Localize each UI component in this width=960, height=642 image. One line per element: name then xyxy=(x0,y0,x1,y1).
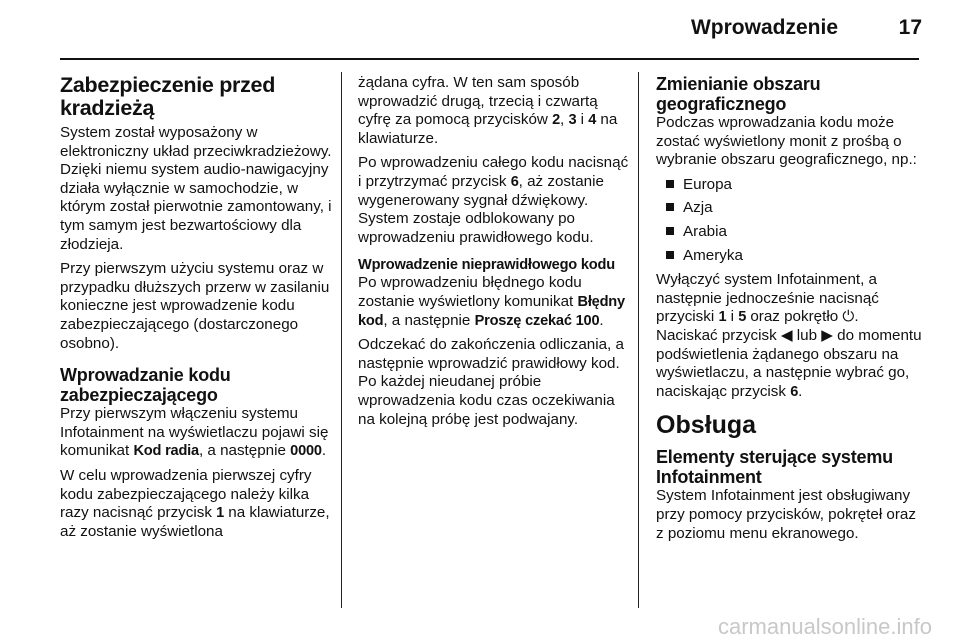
text: Przy pierwszym włączeniu systemu Infotainment na wyświetlaczu pojawi się komunikat xyxy=(60,405,329,460)
text: i xyxy=(726,308,739,326)
button-ref: 1 xyxy=(216,505,225,522)
display-message: Proszę czekać 100 xyxy=(474,312,600,329)
section-title-code-entry: Wprowadzanie kodu zabezpieczającego xyxy=(60,365,231,406)
section-title-geo-area: Zmienianie obszaru geograficznego xyxy=(656,74,821,114)
button-ref: 5 xyxy=(738,309,747,326)
paragraph xyxy=(358,274,630,330)
text: Po wprowadzeniu całego kodu nacisnąć i przytrzymać przycisk xyxy=(358,154,629,190)
display-message: Błędny kod xyxy=(358,293,625,329)
paragraph: Odczekać do zakończenia odliczania, a następnie wprowadzić prawidłowy kod. Po każdej nieudanej próbie wprowadzenia kodu czas oczekiwania na kolejną próbę jest podwajany. xyxy=(358,336,624,428)
button-ref: 3 xyxy=(568,112,577,129)
region-name: Ameryka xyxy=(683,246,743,264)
section-title-controls: Elementy sterujące systemu Infotainment xyxy=(656,447,893,488)
bullet-square-icon xyxy=(666,251,674,259)
text: , xyxy=(560,111,569,129)
bullet-square-icon xyxy=(666,180,674,188)
text: żądana cyfra. W ten sam sposób wprowadzić drugą, trzecią i czwartą cyfrę za pomocą przycisków xyxy=(358,74,598,129)
text: , a następnie xyxy=(198,442,291,460)
column-3 xyxy=(656,74,924,549)
paragraph xyxy=(358,74,630,148)
text: . xyxy=(798,382,803,400)
text: na klawiaturze. xyxy=(358,111,618,147)
chapter-title-operation: Obsługa xyxy=(656,411,757,440)
page-number: 17 xyxy=(898,16,922,39)
button-ref: 1 xyxy=(718,309,727,326)
region-name: Azja xyxy=(683,199,713,217)
paragraph: System został wyposażony w elektroniczny układ przeciwkradzieżowy. Dzięki niemu system audio-nawigacyjny działa wyłącznie w samochodzie, w którym został pierwotnie zamontowany, i tym samym jest bezwartościowy dla złodzieja. xyxy=(60,124,332,253)
list-item xyxy=(666,223,924,242)
text: . xyxy=(321,442,327,460)
button-ref: 4 xyxy=(588,112,597,129)
paragraph xyxy=(60,405,336,461)
paragraph: System Infotainment jest obsługiwany przy pomocy przycisków, pokręteł oraz z poziomu menu ekranowego. xyxy=(656,487,916,542)
header-rule xyxy=(60,58,919,60)
text: na klawiaturze, aż zostanie wyświetlona xyxy=(60,504,330,540)
button-ref: 6 xyxy=(790,383,799,400)
page-header-title: Wprowadzenie xyxy=(690,16,838,39)
region-name: Arabia xyxy=(683,222,727,240)
text: Wyłączyć system Infotainment, a następnie jednocześnie nacisnąć przyciski xyxy=(656,271,879,326)
section-title-theft-protection: Zabezpieczenie przed kradzieżą xyxy=(60,73,276,120)
column-divider-2 xyxy=(638,72,639,608)
list-item xyxy=(666,199,924,218)
paragraph xyxy=(60,467,336,541)
paragraph: Przy pierwszym użyciu systemu oraz w przypadku dłuższych przerw w zasilaniu konieczne jest wprowadzenie kodu zabezpieczającego (dostarczonego osobno). xyxy=(60,260,330,352)
paragraph xyxy=(358,154,630,247)
bullet-square-icon xyxy=(666,227,674,235)
display-message: Kod radia xyxy=(133,443,199,460)
list-item xyxy=(666,176,924,195)
region-name: Europa xyxy=(683,175,732,193)
display-message: 0000 xyxy=(290,443,322,460)
text: W celu wprowadzenia pierwszej cyfry kodu zabezpieczającego należy kilka razy nacisnąć przycisk xyxy=(60,466,312,522)
column-2 xyxy=(358,74,630,435)
button-ref: 2 xyxy=(552,112,561,129)
text: , a następnie xyxy=(383,311,475,329)
bullet-square-icon xyxy=(666,203,674,211)
text: i xyxy=(576,111,589,129)
text: Po wprowadzeniu błędnego kodu zostanie wyświetlony komunikat xyxy=(358,274,582,310)
text: oraz pokrętło xyxy=(746,308,843,326)
column-1 xyxy=(60,74,336,547)
list-item xyxy=(666,247,924,266)
text: , aż zostanie wygenerowany sygnał dźwiękowy. System zostaje odblokowany po wprowadzeniu prawidłowego kodu. xyxy=(358,172,604,246)
paragraph: Podczas wprowadzania kodu może zostać wyświetlony monit z prośbą o wybranie obszaru geograficznego, np.: xyxy=(656,114,917,169)
text: . xyxy=(599,311,604,329)
watermark: carmanualsonline.info xyxy=(717,614,932,639)
region-list xyxy=(656,176,924,265)
section-title-wrong-code: Wprowadzenie nieprawidłowego kodu xyxy=(358,257,615,274)
column-divider-1 xyxy=(341,72,342,608)
paragraph xyxy=(656,271,924,401)
button-ref: 6 xyxy=(510,173,519,190)
text: . Naciskać przycisk ◀ lub ▶ do momentu podświetlenia żądanego obszaru na wyświetlaczu, a następnie wybrać go, naciskając przycisk xyxy=(656,308,922,400)
power-knob-icon: ⏻ xyxy=(842,308,855,326)
